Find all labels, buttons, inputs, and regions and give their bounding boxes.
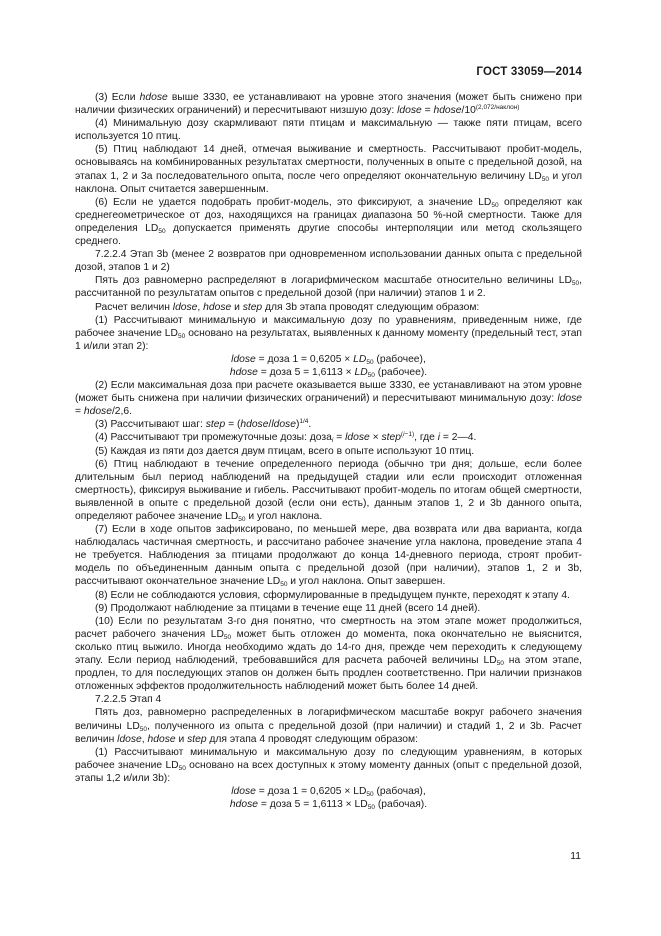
paragraph: 7.2.2.4 Этап 3b (менее 2 возвратов при одновременном использовании данных опыта с предельной дозой, этапов 1 и 2) — [75, 249, 582, 274]
paragraph: (9) Продолжают наблюдение за птицами в течение еще 11 дней (всего 14 дней). — [95, 602, 481, 614]
paragraph: (4) Рассчитывают три промежуточные дозы: доза$_i$ = ldose × step$^{(i-1)}$, где i = 2—4. — [95, 431, 477, 445]
paragraph: (10) Если по результатам 3-го дня понятно, что смертность на этом этапе может продолжиться, расчет рабочего значения $LD_{50}$ может быть отложен до момента, пока окончательно не выяснится, сколько птиц выжило. Иногда необходимо ждать до 14-го дня, прежде чем переходить к следующему этапу. Если период наблюдений, требовавшийся для расчета рабочей величины $LD_{50}$ на этом этапе, продлен, то для последующих этапов он должен быть продлен соответственно. При наличии признаков отложенных эффектов продолжительность наблюдений может быть более 14 дней. — [75, 615, 582, 693]
paragraph: 7.2.2.5 Этап 4 — [95, 694, 162, 706]
formula-line: hdose = доза $5 = 1,6113 \times LD_{50}$ (рабочее). — [229, 366, 428, 379]
paragraph: (7) Если в ходе опытов зафиксировано, по меньшей мере, два возврата или два варианта, когда наблюдалась частичная смертность, и рассчитано рабочее значение угла наклона, проведение этапа 4 не требуется. Наблюдения за птицами продолжают до конца 14-дневного периода, строят пробит-модель по объединенным данным опыта с предельной дозой (при наличии), этапов 1, 2 и 3b, рассчитывают окончательное значение $LD_{50}$ и угол наклона. Опыт завершен. — [75, 524, 582, 589]
paragraph: (3) Если hdose выше 3330, ее устанавливают на уровне этого значения (может быть снижено при наличии физических ограничений) и пересчитывают низшую дозу: ldose = hdose/$10^{(2,072/наклон)}$ — [75, 92, 582, 117]
formula-line: ldose = доза $1 = 0,6205 \times LD_{50}$ (рабочая), — [231, 785, 426, 798]
paragraph: Пять доз, равномерно распределенных в логарифмическом масштабе вокруг рабочего значения величины $LD_{50}$, полученного из опыта с предельной дозой (при наличии) и стадий 1, 2 и 3b. Расчет величин ldose, hdose и step для этапа 4 проводят следующим образом: — [75, 707, 582, 745]
paragraph: (3) Рассчитывают шаг: step = (hdose/ldose)$^{1/4}$. — [95, 418, 312, 431]
paragraph: (5) Птиц наблюдают 14 дней, отмечая выживание и смертность. Рассчитывают пробит-модель, основываясь на комбинированных результатах смертности, полученных в опыте с предельной дозой, на этапах 1, 2 и 3а последовательного опыта, после чего определяют окончательную величину $LD_{50}$ и угол наклона. Опыт считается завершенным. — [75, 144, 582, 195]
paragraph: (6) Если не удается подобрать пробит-модель, это фиксируют, а значение $LD_{50}$ определяют как среднегеометрическое от доз, находящихся на границах диапазона 50 %-ной смертности. Также для определения $LD_{50}$ допускается применять другие способы интерполяции или метод скользящего среднего. — [75, 196, 583, 248]
paragraph: Пять доз равномерно распределяют в логарифмическом масштабе относительно величины $LD_{50}$, рассчитанной по результатам опытов с предельной дозой (при наличии) этапов 1 и 2. — [75, 275, 582, 300]
page-number: 11 — [570, 851, 581, 862]
formula-line: ldose = доза $1 = 0,6205 \times LD_{50}$ (рабочее), — [231, 353, 426, 366]
formula-line: hdose = доза $5 = 1,6113 \times LD_{50}$ (рабочая). — [229, 799, 428, 812]
paragraph: (1) Рассчитывают минимальную и максимальную дозу по следующим уравнениям, в которых рабочее значение $LD_{50}$ основано на всех доступных к этому моменту данных (опыт с предельной дозой, этапы 1,2 и/или 3b): — [75, 746, 582, 784]
paragraph: (1) Рассчитывают минимальную и максимальную дозу по уравнениям, приведенным ниже, где рабочее значение $LD_{50}$ основано на результатах, выявленных к данному моменту (предельный тест, этап 1 и/или этап 2): — [75, 314, 582, 352]
document-body — [75, 91, 582, 811]
paragraph: (6) Птиц наблюдают в течение определенного периода (обычно три дня; дольше, если более длительным был период наблюдений на предыдущей стадии или если происходит отложенная смертность), фиксируя выживание и гибель. Рассчитывают пробит-модель по итогам общей смертности, выявленной в опыте с предельной дозой (если они есть), данным этапов 1, 2 и 3b данного опыта, определяют рабочее значение $LD_{50}$ и угол наклона. — [75, 458, 582, 523]
paragraph: (4) Минимальную дозу скармливают пяти птицам и максимальную — также пяти птицам, всего используется 10 птиц. — [75, 118, 582, 143]
paragraph: (5) Каждая из пяти доз дается двум птицам, всего в опыте используют 10 птиц. — [95, 445, 475, 457]
paragraph: Расчет величин ldose, hdose и step для 3b этапа проводят следующим образом: — [95, 301, 480, 313]
document-header-title: ГОСТ 33059—2014 — [476, 66, 582, 78]
paragraph: (2) Если максимальная доза при расчете оказывается выше 3330, ее устанавливают на этом уровне (может быть снижена при наличии физических ограничений) и пересчитывают минимальную дозу: ldose = hdose/2,6. — [75, 380, 582, 418]
paragraph: (8) Если не соблюдаются условия, сформулированные в предыдущем пункте, переходят к этапу 4. — [95, 589, 570, 601]
